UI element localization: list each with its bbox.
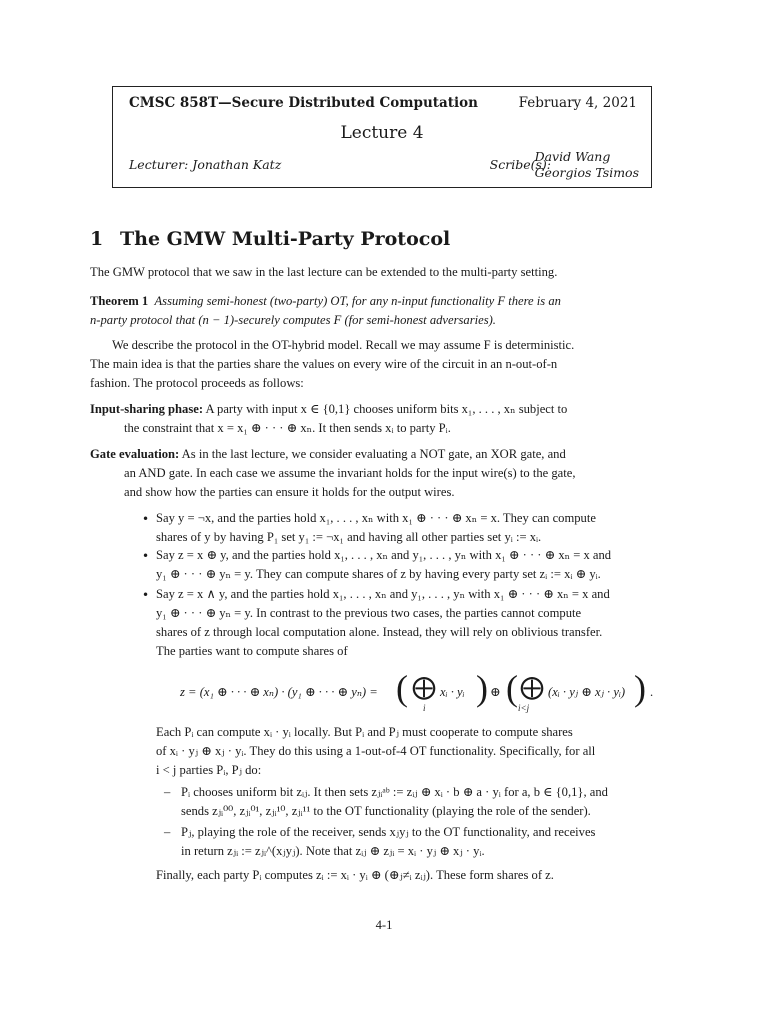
bullet-text: y₁ ⊕ · · · ⊕ yₙ = y. In contrast to the previous two cases, the parties cannot compute (156, 606, 582, 620)
big-oplus-symbol: ⨁ (412, 675, 436, 701)
gate-eval-text: an AND gate. In each case we assume the invariant holds for the input wire(s) to the gate, (124, 466, 576, 480)
equation-end: . (650, 685, 654, 699)
paragraph-line: The main idea is that the parties share the values on every wire of the circuit in an n-out-of-n (90, 357, 558, 371)
sub-bullet-text: Pᵢ chooses uniform bit zᵢⱼ. It then sets zⱼᵢᵃᵇ := zᵢⱼ ⊕ xᵢ · b ⊕ a · yᵢ for a, b ∈ {0,1}, and (181, 785, 608, 799)
gate-eval-line (90, 445, 566, 464)
sum-term: xᵢ · yᵢ (440, 685, 465, 699)
oplus-operator: ⊕ (490, 685, 501, 699)
theorem-line (90, 292, 561, 311)
paragraph-line: We describe the protocol in the OT-hybrid model. Recall we may assume F is deterministic. (112, 338, 575, 352)
gate-eval-text: and show how the parties can ensure it holds for the output wires. (124, 485, 455, 499)
left-paren: ( (506, 668, 518, 708)
sub-bullet-marker: – (164, 825, 171, 839)
bullet-marker: • (142, 588, 150, 602)
lecture-date: February 4, 2021 (518, 95, 637, 111)
sub-bullet-text: sends zⱼᵢ⁰⁰, zⱼᵢ⁰¹, zⱼᵢ¹⁰, zⱼᵢ¹¹ to the OT functionality (playing the role of the sender). (181, 804, 591, 818)
paragraph-line: of xᵢ · yⱼ ⊕ xⱼ · yᵢ. They do this using a 1-out-of-4 OT functionality. Specifically, for all (156, 744, 596, 758)
sum-term: (xᵢ · yⱼ ⊕ xⱼ · yᵢ) (548, 685, 626, 699)
scribe-name: Georgios Tsimos (534, 165, 639, 180)
right-paren: ) (634, 668, 646, 708)
bullet-text: Say y = ¬x, and the parties hold x₁, . . . , xₙ with x₁ ⊕ · · · ⊕ xₙ = x. They can compute (156, 511, 596, 525)
bullet-text: shares of z through local computation alone. Instead, they will rely on oblivious transfer. (156, 625, 603, 639)
course-title: CMSC 858T—Secure Distributed Computation (129, 95, 478, 111)
lecturer-name: Lecturer: Jonathan Katz (129, 157, 282, 172)
equation-lhs: z = (x₁ ⊕ · · · ⊕ xₙ) · (y₁ ⊕ · · · ⊕ yₙ) = (180, 685, 378, 699)
sum-subscript: i (423, 703, 426, 713)
lecture-number: Lecture 4 (340, 123, 424, 143)
sub-bullet-text: in return zⱼᵢ := zⱼᵢ^(xⱼyⱼ). Note that zᵢⱼ ⊕ zⱼᵢ = xᵢ · yⱼ ⊕ xⱼ · yᵢ. (181, 844, 485, 858)
paragraph-line: Finally, each party Pᵢ computes zᵢ := xᵢ · yᵢ ⊕ (⊕ⱼ≠ᵢ zᵢⱼ). These form shares of z. (156, 868, 554, 882)
bullet-text: Say z = x ⊕ y, and the parties hold x₁, . . . , xₙ and y₁, . . . , yₙ with x₁ ⊕ · · · ⊕ xₙ = x and (156, 548, 612, 562)
theorem-label: Theorem 1 (90, 294, 149, 308)
sub-bullet-marker: – (164, 785, 171, 799)
input-sharing-text: A party with input x ∈ {0,1} chooses uniform bits x₁, . . . , xₙ subject to (205, 402, 568, 416)
bullet-text: The parties want to compute shares of (156, 644, 348, 658)
scribe-name: David Wang (534, 149, 611, 164)
intro-paragraph: The GMW protocol that we saw in the last lecture can be extended to the multi-party setting. (90, 265, 558, 279)
paragraph-line: i < j parties Pᵢ, Pⱼ do: (156, 763, 262, 777)
lecture-header-box (112, 86, 652, 188)
sub-bullet-text: Pⱼ, playing the role of the receiver, sends xⱼyⱼ to the OT functionality, and receives (181, 825, 596, 839)
paragraph-line: Each Pᵢ can compute xᵢ · yᵢ locally. But Pᵢ and Pⱼ must cooperate to compute shares (156, 725, 573, 739)
input-sharing-line (90, 400, 567, 419)
bullet-text: y₁ ⊕ · · · ⊕ yₙ = y. They can compute shares of z by having every party set zᵢ := xᵢ ⊕ yᵢ. (156, 567, 601, 581)
bullet-text: Say z = x ∧ y, and the parties hold x₁, . . . , xₙ and y₁, . . . , yₙ with x₁ ⊕ · · · ⊕ xₙ = x and (156, 587, 610, 601)
gate-eval-text: As in the last lecture, we consider evaluating a NOT gate, an XOR gate, and (181, 447, 566, 461)
right-paren: ) (476, 668, 488, 708)
bullet-marker: • (142, 512, 150, 526)
bullet-text: shares of y by having P₁ set y₁ := ¬x₁ and having all other parties set yᵢ := xᵢ. (156, 530, 542, 544)
theorem-text: Assuming semi-honest (two-party) OT, for any n-input functionality F there is an (154, 294, 561, 308)
page-number: 4-1 (375, 918, 393, 932)
input-sharing-label: Input-sharing phase: (90, 402, 204, 416)
theorem-text: n-party protocol that (n − 1)-securely computes F (for semi-honest adversaries). (90, 313, 496, 327)
section-heading (90, 228, 450, 250)
section-title: The GMW Multi-Party Protocol (120, 228, 451, 250)
input-sharing-text: the constraint that x = x₁ ⊕ · · · ⊕ xₙ. It then sends xᵢ to party Pᵢ. (124, 421, 451, 435)
gate-eval-label: Gate evaluation: (90, 447, 180, 461)
scribe-names (535, 149, 639, 181)
section-number: 1 (90, 228, 104, 250)
bullet-marker: • (142, 549, 150, 563)
paragraph-line: fashion. The protocol proceeds as follows: (90, 376, 304, 390)
scribe-label: Scribe(s): (489, 157, 551, 172)
big-oplus-symbol: ⨁ (520, 675, 544, 701)
left-paren: ( (396, 668, 408, 708)
sum-subscript: i<j (518, 703, 530, 713)
